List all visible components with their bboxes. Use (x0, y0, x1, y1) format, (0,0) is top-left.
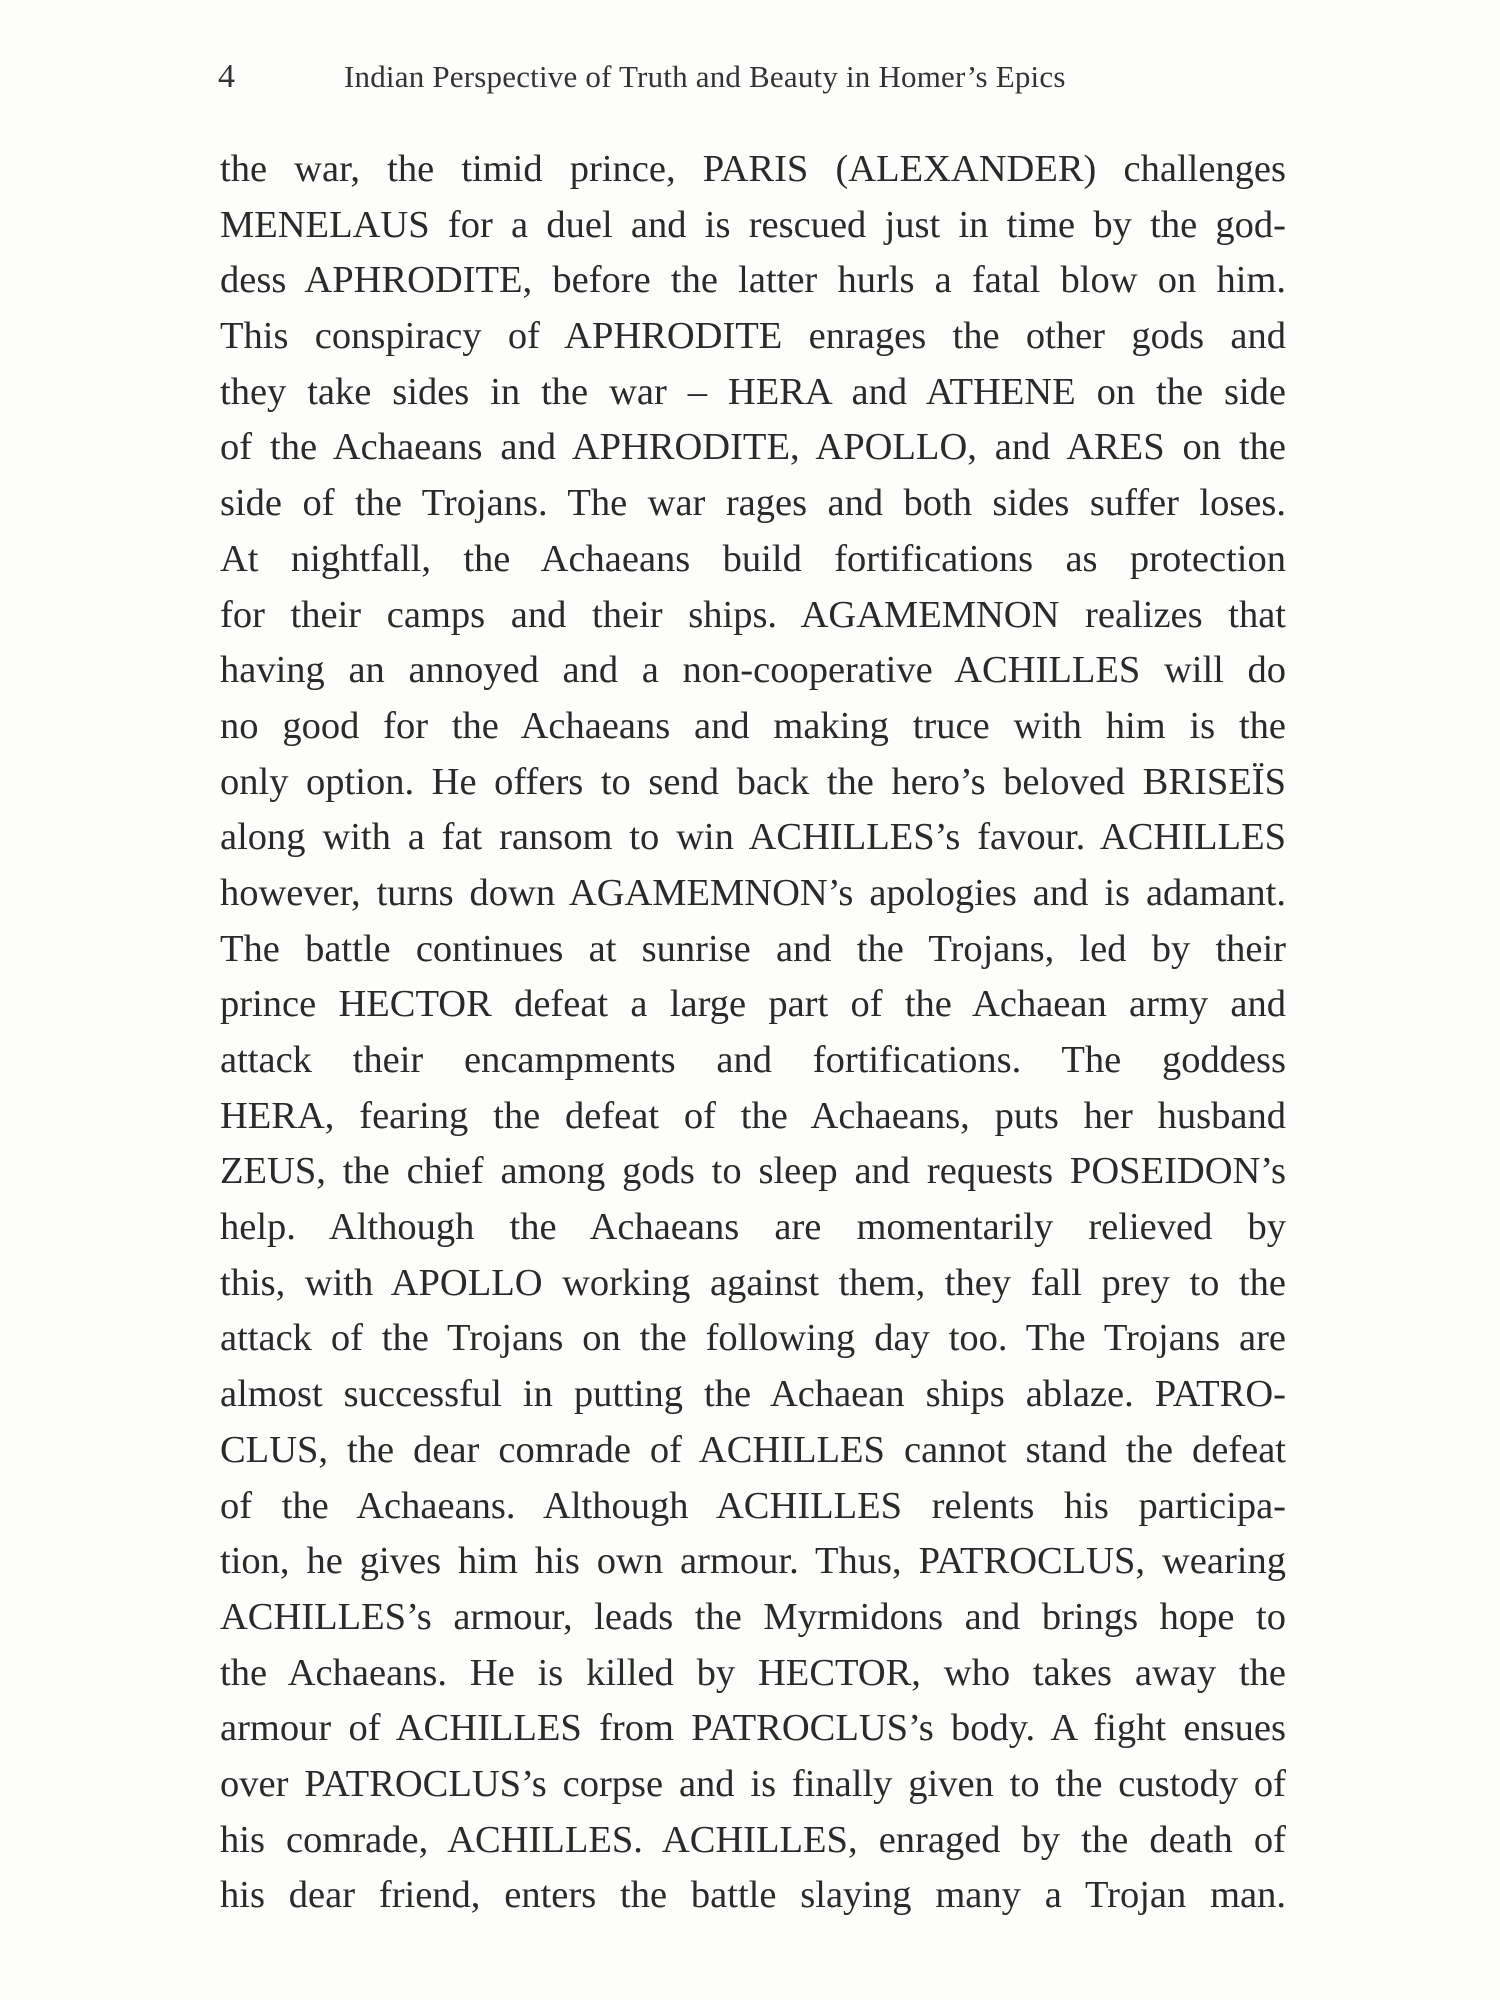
text-line: along with a fat ransom to win ACHILLES’s favour. ACHILLES (220, 816, 1286, 859)
text-line: prince HECTOR defeat a large part of the Achaean army and (220, 983, 1286, 1026)
page-number: 4 (218, 58, 235, 95)
text-line: his comrade, ACHILLES. ACHILLES, enraged by the death of (220, 1818, 1286, 1861)
text-line: attack of the Trojans on the following day too. The Trojans are (220, 1317, 1286, 1360)
text-line: no good for the Achaeans and making truce with him is the (220, 704, 1286, 747)
text-line: help. Although the Achaeans are momentarily relieved by (220, 1206, 1286, 1249)
text-line: tion, he gives him his own armour. Thus, PATROCLUS, wearing (220, 1540, 1286, 1583)
text-line: CLUS, the dear comrade of ACHILLES cannot stand the defeat (220, 1428, 1286, 1471)
text-line: the war, the timid prince, PARIS (ALEXANDER) challenges (220, 148, 1286, 190)
text-line: over PATROCLUS’s corpse and is finally given to the custody of (220, 1762, 1286, 1805)
text-line: the Achaeans. He is killed by HECTOR, who takes away the (220, 1651, 1286, 1694)
text-line: side of the Trojans. The war rages and both sides suffer loses. (220, 482, 1286, 525)
text-line: dess APHRODITE, before the latter hurls a fatal blow on him. (220, 259, 1286, 302)
text-line: however, turns down AGAMEMNON’s apologies and is adamant. (220, 871, 1286, 914)
body-paragraph (220, 142, 1286, 1924)
text-line: MENELAUS for a duel and is rescued just in time by the god- (220, 203, 1286, 246)
running-header (218, 58, 1288, 108)
text-line: having an annoyed and a non-cooperative ACHILLES will do (220, 649, 1286, 692)
text-line: attack their encampments and fortifications. The goddess (220, 1039, 1286, 1081)
text-line: his dear friend, enters the battle slaying many a Trojan man. (220, 1874, 1286, 1917)
text-line: only option. He offers to send back the hero’s beloved BRISEÏS (220, 760, 1286, 803)
text-line: armour of ACHILLES from PATROCLUS’s body. A fight ensues (220, 1707, 1286, 1750)
text-line: of the Achaeans. Although ACHILLES relents his participa- (220, 1484, 1286, 1527)
text-line: At nightfall, the Achaeans build fortifications as protection (220, 537, 1286, 580)
text-line: of the Achaeans and APHRODITE, APOLLO, and ARES on the (220, 426, 1286, 469)
text-line: The battle continues at sunrise and the Trojans, led by their (220, 927, 1286, 970)
text-line: for their camps and their ships. AGAMEMNON realizes that (220, 593, 1286, 636)
text-line: ZEUS, the chief among gods to sleep and requests POSEIDON’s (220, 1150, 1286, 1193)
text-line: they take sides in the war – HERA and ATHENE on the side (220, 370, 1286, 413)
text-line: this, with APOLLO working against them, they fall prey to the (220, 1261, 1286, 1304)
running-title: Indian Perspective of Truth and Beauty in Homer’s Epics (344, 59, 1066, 94)
text-line: almost successful in putting the Achaean ships ablaze. PATRO- (220, 1373, 1286, 1416)
text-line: HERA, fearing the defeat of the Achaeans, puts her husband (220, 1094, 1286, 1137)
text-line: This conspiracy of APHRODITE enrages the other gods and (220, 315, 1286, 358)
text-line: ACHILLES’s armour, leads the Myrmidons and brings hope to (220, 1595, 1286, 1638)
